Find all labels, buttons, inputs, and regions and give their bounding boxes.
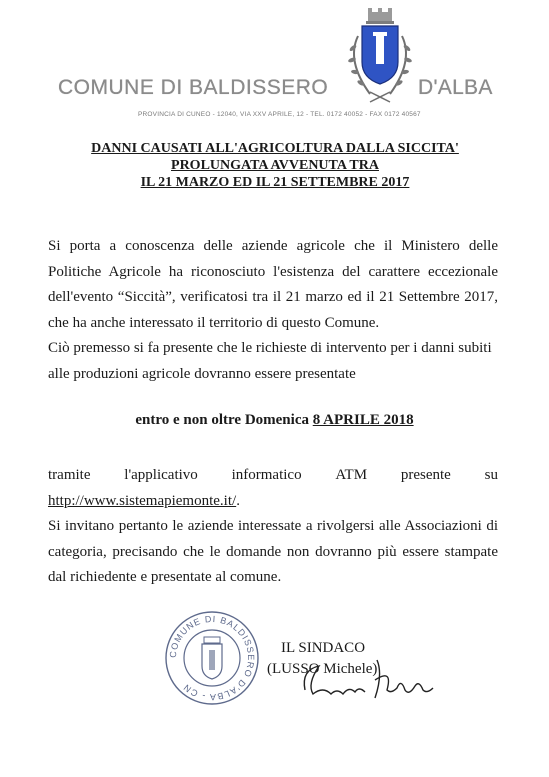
notice-title [40, 140, 510, 191]
letterhead-suffix: D'ALBA [418, 76, 493, 99]
paragraph-announcement: Si porta a conoscenza delle aziende agricole che il Ministero delle Politiche Agricole ha riconosciuto l'esistenza del carattere eccezionale dell'evento “Siccità”, verificatosi tra il 21 marzo ed il 21 Settembre 2017, che ha anche interessato il territorio di questo Comune. [48, 238, 498, 331]
handwritten-signature-icon [297, 650, 437, 710]
word-informatico: informatico [231, 467, 302, 483]
deadline-line [0, 412, 549, 429]
sistemapiemonte-link[interactable]: http://www.sistemapiemonte.it/ [48, 492, 237, 509]
letterhead-address: PROVINCIA DI CUNEO - 12040, VIA XXV APRILE, 12 - TEL. 0172 40052 - FAX 0172 40567 [138, 111, 421, 118]
deadline-prefix: entro e non oltre Domenica [135, 412, 313, 428]
application-line [48, 463, 498, 489]
paragraph-invitation: Si invitano pertanto le aziende interessate a rivolgersi alle Associazioni di categoria, precisando che le domande non dovranno più essere stampate dal richiedente e presentate al comune. [48, 518, 498, 586]
stamp-text: COMUNE DI BALDISSERO D'ALBA - CN [167, 613, 257, 703]
word-applicativo: l'applicativo [124, 467, 198, 483]
letterhead-municipality: COMUNE DI BALDISSERO [58, 76, 329, 99]
paragraph-application [48, 463, 498, 514]
signatory-title: IL SINDACO [281, 640, 366, 656]
title-line-3: IL 21 MARZO ED IL 21 SETTEMBRE 2017 [140, 175, 410, 190]
link-suffix: . [236, 492, 240, 509]
title-line-1: DANNI CAUSATI ALL'AGRICOLTURA DALLA SICCITA' [91, 141, 459, 156]
deadline-date: 8 APRILE 2018 [312, 412, 414, 428]
municipal-crest-icon [340, 6, 420, 111]
word-tramite: tramite [48, 467, 91, 483]
title-line-2: PROLUNGATA AVVENUTA TRA [171, 158, 379, 173]
signatory-name: (LUSSO Michele) [267, 661, 378, 677]
word-atm: ATM [335, 467, 368, 483]
link-line [48, 489, 498, 515]
word-presente: presente [400, 467, 451, 483]
official-stamp-icon [162, 608, 262, 708]
word-su: su [484, 467, 498, 483]
paragraph-premise: Ciò premesso si fa presente che le richieste di intervento per i danni subiti alle produzioni agricole dovranno essere presentate [48, 340, 492, 382]
